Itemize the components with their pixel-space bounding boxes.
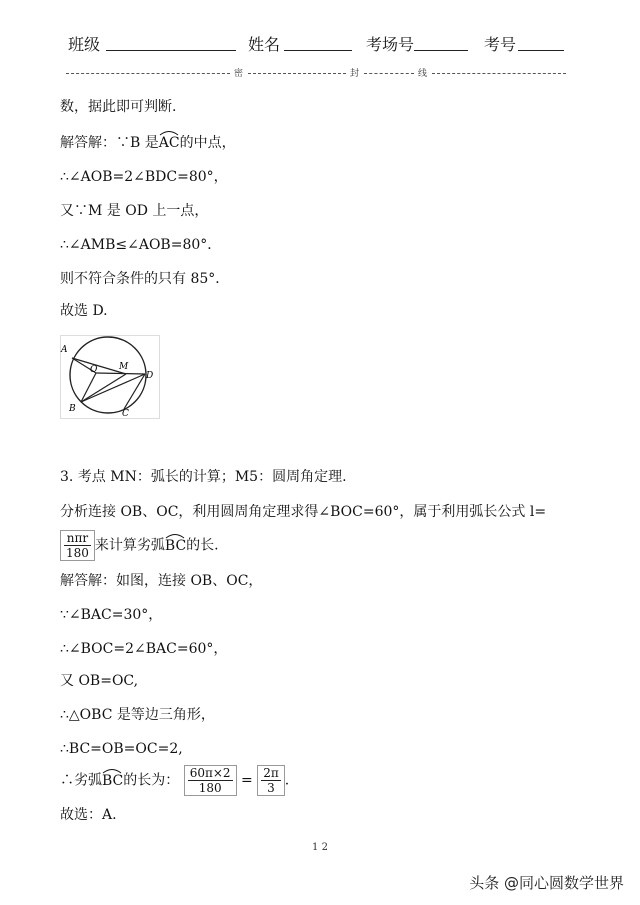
arc-length-formula: $\frac{\text{nπr}}{180}$ [60,530,95,561]
text-line: 故选 D. [60,303,108,319]
room-label: 考场号 [366,35,415,54]
fraction-2pi-3: $\frac{2\pi}{3}$ [257,765,285,796]
exam-header [66,32,566,56]
circle-figure [60,335,160,419]
text-line: 解答解：∵B 是 AC的中点， [60,134,236,152]
text-line: 解答解：如图，连接 OB、OC， [60,573,263,589]
text-line: $\frac{\text{nπr}}{180}$ 来计算劣弧 BC的长. [60,530,219,561]
analysis-line: 分析连接 OB、OC，利用圆周角定理求得∠BOC=60°，属于利用弧长公式 l= [60,504,547,520]
class-label: 班级 [68,35,101,54]
text-line: 数，据此即可判断. [60,99,177,115]
text-line: 故选：A. [60,807,117,823]
label-o: O [90,365,98,375]
seal-line [66,66,566,80]
text-line: 又∵M 是 OD 上一点， [60,203,209,219]
seal-char-3: 线 [418,69,428,79]
text-line: ∴∠BOC=2∠BAC=60°， [60,641,228,657]
text-line: ∴BC=OB=OC=2, [60,741,183,757]
seal-char-1: 密 [234,69,244,79]
text-line: ∴劣弧 BC的长为： $\frac{60\pi\times 2}{180}$ = $\frac{2\pi}{3}$ . [60,766,290,795]
fraction-60pi: $\frac{60\pi\times 2}{180}$ [184,765,237,796]
text-line: ∴∠AMB≤∠AOB=80°． [60,237,222,253]
text-line: 则不符合条件的只有 85°． [60,271,230,287]
name-label: 姓名 [248,35,281,54]
arc-notation: AC [159,134,180,152]
text-line: ∴△OBC 是等边三角形， [60,707,215,723]
seal-char-2: 封 [350,69,360,79]
label-b: B [69,404,76,414]
text-line: ∵∠BAC=30°， [60,607,163,623]
page-number: 1 2 [312,842,328,853]
arc-notation: BC [102,772,123,790]
text-line: 又 OB=OC, [60,673,139,689]
class-field [106,50,236,51]
name-field [284,50,352,51]
arc-notation: BC [165,537,186,555]
question-heading: 3. 考点 MN：弧长的计算；M5：圆周角定理. [60,469,347,485]
text-line: ∴∠AOB=2∠BDC=80°， [60,169,228,185]
number-label: 考号 [484,35,517,54]
label-a: A [61,345,68,355]
watermark: 头条 @同心圆数学世界 [469,874,624,892]
label-d: D [146,371,154,381]
label-c: C [122,409,129,419]
room-field [414,50,468,51]
number-field [518,50,564,51]
label-m: M [119,362,129,372]
